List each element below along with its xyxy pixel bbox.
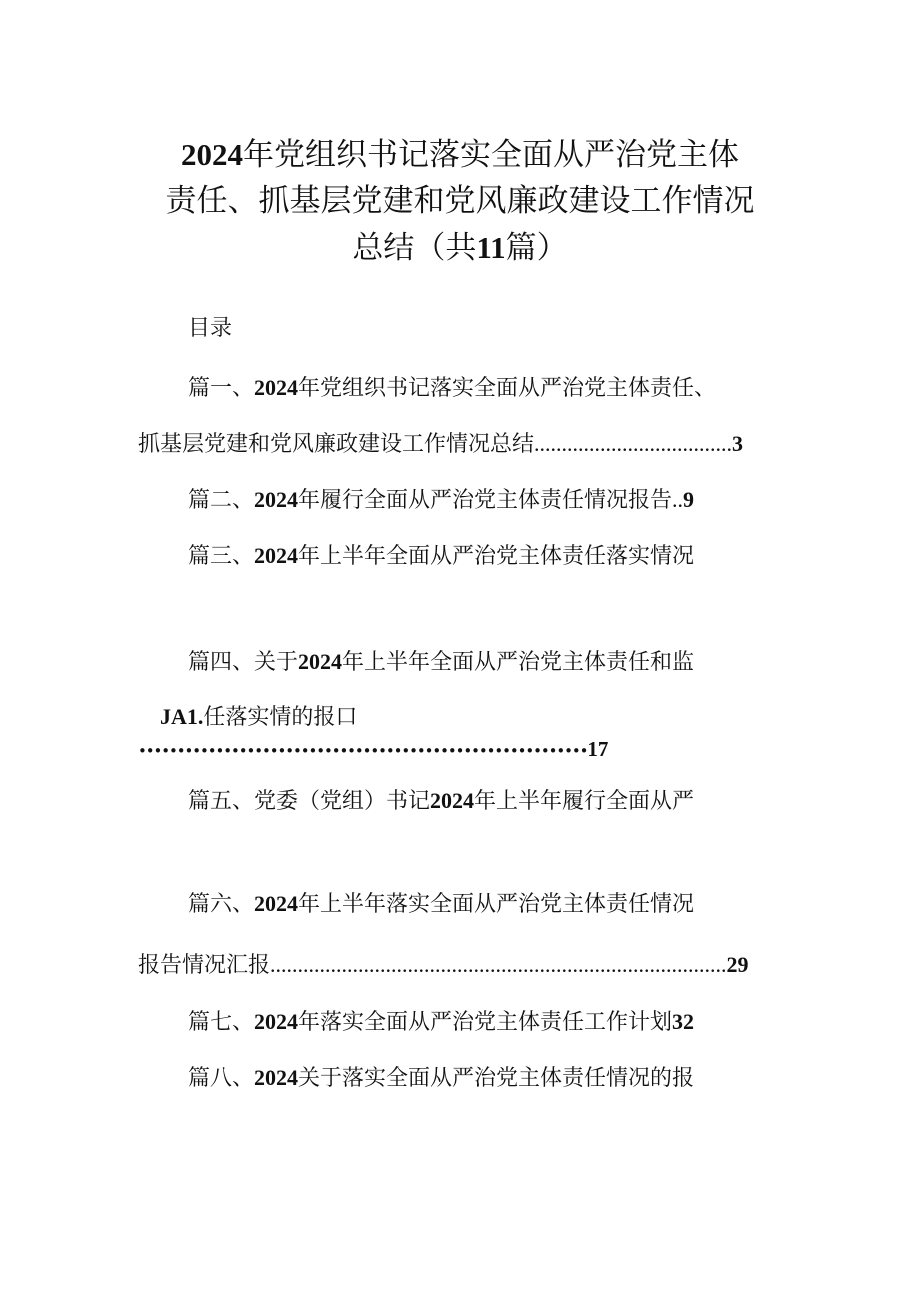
toc-entry-text: 年履行全面从严治党主体责任情况报告 xyxy=(298,488,673,513)
toc-entry-4[interactable] xyxy=(188,647,694,678)
title-line1-text: 年党组织书记落实全面从严治党主体 xyxy=(243,137,739,173)
toc-entry-5[interactable] xyxy=(188,786,694,817)
toc-entry-year: 2024 xyxy=(254,1009,299,1034)
toc-entry-year: 2024 xyxy=(254,891,299,916)
title-line3-pre: 总结（共 xyxy=(352,230,477,266)
toc-entry-1-cont[interactable] xyxy=(138,429,743,460)
toc-leader-dots: .................................... xyxy=(534,431,733,456)
toc-page-number: 9 xyxy=(683,487,695,512)
toc-page-number: 32 xyxy=(672,1009,695,1034)
title-line3-post: 篇） xyxy=(505,230,568,266)
toc-entry-text: 年落实全面从严治党主体责任工作计划 xyxy=(298,1010,673,1035)
document-title-line-3 xyxy=(0,224,920,272)
toc-entry-4-cont[interactable] xyxy=(160,702,357,733)
toc-leader-dots: .. xyxy=(672,487,684,512)
toc-entry-4-leader[interactable] xyxy=(138,734,608,766)
toc-entry-prefix: 篇三、 xyxy=(188,544,255,569)
toc-entry-prefix: 篇七、 xyxy=(188,1010,255,1035)
toc-leader-dots: ................................................................................... xyxy=(270,952,727,977)
toc-entry-year: 2024 xyxy=(254,1065,299,1090)
toc-entry-year: 2024 xyxy=(254,375,299,400)
toc-entry-7[interactable] xyxy=(188,1007,694,1038)
toc-entry-year: 2024 xyxy=(254,543,299,568)
toc-entry-prefix: 篇二、 xyxy=(188,488,255,513)
toc-entry-8[interactable] xyxy=(188,1063,694,1094)
toc-entry-text: 年上半年落实全面从严治党主体责任情况 xyxy=(298,892,695,917)
toc-entry-6[interactable] xyxy=(188,889,694,920)
toc-entry-2[interactable] xyxy=(188,485,694,516)
toc-entry-text: 关于落实全面从严治党主体责任情况的报 xyxy=(298,1066,695,1091)
toc-page-number: 17 xyxy=(587,737,609,761)
toc-entry-prefix: 篇六、 xyxy=(188,892,255,917)
toc-entry-text: 年上半年履行全面从严 xyxy=(474,789,695,814)
toc-entry-prefix: 篇八、 xyxy=(188,1066,255,1091)
toc-entry-prefix: 篇四、关于 xyxy=(188,650,299,675)
toc-entry-text: 年党组织书记落实全面从严治党主体责任、 xyxy=(298,376,717,401)
toc-leader-dots: •••••••••••••••••••••••••••••••••••••••••••••••••••••••••• xyxy=(138,742,588,760)
title-year: 2024 xyxy=(181,137,243,172)
title-count: 11 xyxy=(476,230,506,265)
toc-entry-text: 任落实情的报口 xyxy=(203,705,358,730)
toc-entry-year: 2024 xyxy=(254,487,299,512)
toc-entry-year: 2024 xyxy=(298,649,343,674)
toc-entry-prefix: 篇一、 xyxy=(188,376,255,401)
toc-entry-marker: JA1. xyxy=(160,704,204,729)
toc-page-number: 29 xyxy=(726,952,749,977)
toc-entry-text: 年上半年全面从严治党主体责任和监 xyxy=(342,650,695,675)
toc-entry-year: 2024 xyxy=(430,788,475,813)
document-title-line-2: 责任、抓基层党建和党风廉政建设工作情况 xyxy=(165,183,755,219)
toc-entry-6-cont[interactable] xyxy=(138,950,749,981)
toc-entry-3[interactable] xyxy=(188,541,694,572)
toc-heading: 目录 xyxy=(188,316,233,341)
toc-entry-prefix: 篇五、党委（党组）书记 xyxy=(188,789,431,814)
toc-entry-text: 报告情况汇报 xyxy=(138,953,271,978)
document-title-line-1 xyxy=(0,131,920,179)
toc-entry-1[interactable] xyxy=(188,373,716,404)
toc-entry-text: 年上半年全面从严治党主体责任落实情况 xyxy=(298,544,695,569)
toc-page-number: 3 xyxy=(732,431,744,456)
toc-entry-text: 抓基层党建和党风廉政建设工作情况总结 xyxy=(138,432,535,457)
